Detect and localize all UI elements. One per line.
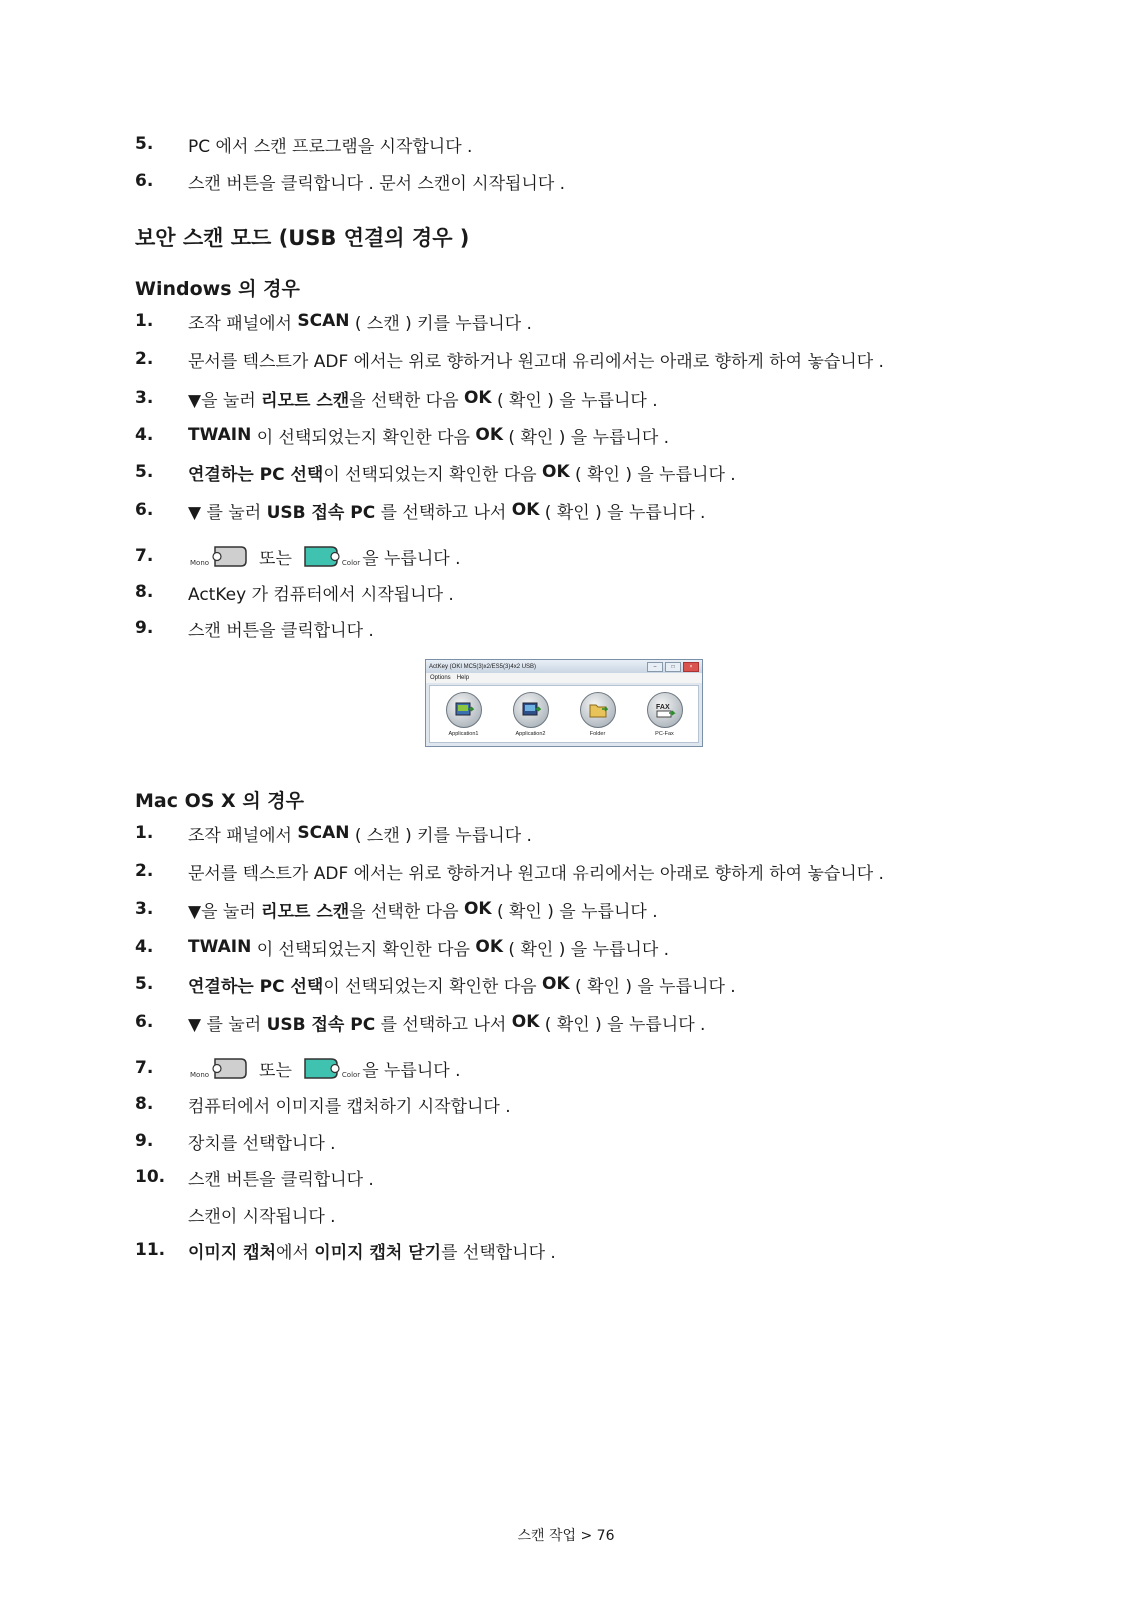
bold-run: OK xyxy=(542,974,570,994)
step-row xyxy=(135,344,884,374)
step-text: 스캔 버튼을 클릭합니다 . xyxy=(188,1169,374,1190)
step-number: 3. xyxy=(135,388,154,408)
step-row xyxy=(135,129,472,159)
bold-run: USB 접속 PC xyxy=(266,502,376,523)
step-row xyxy=(135,420,669,450)
step-number: 2. xyxy=(135,861,154,881)
folder-icon xyxy=(580,692,616,728)
folder-button[interactable] xyxy=(568,692,628,737)
step-row xyxy=(135,818,532,848)
color-label: Color xyxy=(341,559,361,567)
step-number: 4. xyxy=(135,937,154,957)
bold-run: OK xyxy=(511,1012,540,1032)
step-text xyxy=(188,1238,556,1263)
mono-key-shape xyxy=(211,544,249,568)
step-number: 4. xyxy=(135,425,154,445)
application1-button[interactable] xyxy=(434,692,494,737)
step-row xyxy=(135,1053,461,1083)
text-run: 를 선택하고 나서 xyxy=(375,1014,512,1035)
step-text xyxy=(188,972,736,997)
text-run: 에서 xyxy=(276,1242,315,1263)
bold-run: OK xyxy=(511,500,540,520)
app-label: Application1 xyxy=(448,730,479,737)
text-run: ▼ 를 눌러 xyxy=(188,502,267,523)
bold-run: OK xyxy=(475,937,504,957)
menu-options[interactable]: Options xyxy=(430,675,451,681)
or-text: 또는 xyxy=(259,1060,292,1081)
step-row xyxy=(135,541,461,571)
step-number: 7. xyxy=(135,546,154,566)
bold-run: USB 접속 PC xyxy=(266,1014,376,1035)
fax-icon xyxy=(647,692,683,728)
close-icon[interactable]: × xyxy=(683,662,699,672)
bold-run: 리모트 스캔 xyxy=(261,901,350,922)
page-footer: 스캔 작업 > 76 xyxy=(517,1528,615,1544)
color-label: Color xyxy=(341,1071,361,1079)
actkey-buttons xyxy=(429,685,699,743)
step-text: ActKey 가 컴퓨터에서 시작됩니다 . xyxy=(188,584,454,605)
pc-fax-button[interactable] xyxy=(635,692,695,737)
mono-key-shape xyxy=(211,1056,249,1080)
text-run: ( 확인 ) 을 누릅니다 . xyxy=(569,464,736,485)
text-run: 조작 패널에서 xyxy=(188,825,298,846)
text-run: ( 확인 ) 을 누릅니다 . xyxy=(491,901,658,922)
step-text: 스캔 버튼을 클릭합니다 . xyxy=(188,620,374,641)
step-text xyxy=(188,935,669,960)
step-text xyxy=(188,498,705,523)
color-key-shape xyxy=(302,1056,340,1080)
bold-run: OK xyxy=(463,899,492,919)
text-run: ( 확인 ) 을 누릅니다 . xyxy=(503,427,670,448)
step-row xyxy=(135,457,736,487)
bold-run: 이미지 캡처 xyxy=(188,1242,277,1263)
step-number: 3. xyxy=(135,899,154,919)
text-run: ( 확인 ) 을 누릅니다 . xyxy=(539,502,706,523)
step-row xyxy=(135,1007,705,1037)
application-icon xyxy=(446,692,482,728)
step-row xyxy=(135,306,532,336)
step-number: 5. xyxy=(135,134,154,154)
step-number: 9. xyxy=(135,618,154,638)
mono-label: Mono xyxy=(190,559,210,567)
or-text: 또는 xyxy=(259,548,292,569)
mono-label: Mono xyxy=(190,1071,210,1079)
actkey-titlebar xyxy=(426,660,702,673)
step-text: 스캔 버튼을 클릭합니다 . 문서 스캔이 시작됩니다 . xyxy=(188,173,566,194)
step-text xyxy=(188,423,669,448)
step-row xyxy=(135,894,658,924)
bold-run: SCAN xyxy=(297,311,350,331)
step-number: 1. xyxy=(135,823,154,843)
step-text: PC 에서 스캔 프로그램을 시작합니다 . xyxy=(188,136,473,157)
color-button-icon xyxy=(302,1056,360,1080)
step-text xyxy=(188,309,532,334)
app-label: PC-Fax xyxy=(655,730,674,737)
step-number: 1. xyxy=(135,311,154,331)
step-number: 5. xyxy=(135,462,154,482)
step-text: 컴퓨터에서 이미지를 캡처하기 시작합니다 . xyxy=(188,1096,511,1117)
step-text xyxy=(188,386,658,411)
bold-run: TWAIN xyxy=(188,937,252,957)
bold-run: 리모트 스캔 xyxy=(261,390,350,411)
mono-button-icon xyxy=(190,544,249,568)
text-run: ( 스캔 ) 키를 누릅니다 . xyxy=(349,825,532,846)
text-run: 을 선택한 다음 xyxy=(349,901,464,922)
step-row xyxy=(135,383,658,413)
bold-run: 연결하는 PC 선택 xyxy=(188,464,324,485)
actkey-window xyxy=(425,659,703,747)
application-icon xyxy=(513,692,549,728)
step-number: 5. xyxy=(135,974,154,994)
text-run: 이 선택되었는지 확인한 다음 xyxy=(251,427,476,448)
step-number: 8. xyxy=(135,582,154,602)
step-row xyxy=(135,1089,511,1119)
section-title: 보안 스캔 모드 (USB 연결의 경우 ) xyxy=(135,226,470,250)
text-run: 를 선택하고 나서 xyxy=(375,502,512,523)
step-row xyxy=(135,1199,336,1229)
step-number: 2. xyxy=(135,349,154,369)
step-text: 스캔이 시작됩니다 . xyxy=(188,1206,336,1227)
step-row xyxy=(135,495,705,525)
windows-heading: Windows 의 경우 xyxy=(135,278,300,300)
maximize-icon[interactable]: □ xyxy=(665,662,681,672)
step-row xyxy=(135,1126,336,1156)
bold-run: SCAN xyxy=(297,823,350,843)
text-run: 을 누릅니다 . xyxy=(362,548,461,569)
step-number: 7. xyxy=(135,1058,154,1078)
step-number: 6. xyxy=(135,171,154,191)
text-run: ( 확인 ) 을 누릅니다 . xyxy=(503,939,670,960)
step-text xyxy=(188,544,461,569)
text-run: ▼ 를 눌러 xyxy=(188,1014,267,1035)
step-text xyxy=(188,821,532,846)
step-row xyxy=(135,166,565,196)
step-text xyxy=(188,460,736,485)
text-run: 조작 패널에서 xyxy=(188,313,298,334)
step-number: 9. xyxy=(135,1131,154,1151)
text-run: 을 선택한 다음 xyxy=(349,390,464,411)
step-text: 장치를 선택합니다 . xyxy=(188,1133,336,1154)
bold-run: OK xyxy=(463,388,492,408)
text-run: ▼을 눌러 xyxy=(188,901,262,922)
step-text xyxy=(188,897,658,922)
text-run: ▼을 눌러 xyxy=(188,390,262,411)
bold-run: 연결하는 PC 선택 xyxy=(188,976,324,997)
color-key-shape xyxy=(302,544,340,568)
app-label: Application2 xyxy=(515,730,546,737)
step-number: 6. xyxy=(135,500,154,520)
text-run: ( 확인 ) 을 누릅니다 . xyxy=(539,1014,706,1035)
step-text xyxy=(188,1056,461,1081)
step-number: 10. xyxy=(135,1167,166,1187)
text-run: 이 선택되었는지 확인한 다음 xyxy=(323,464,542,485)
bold-run: OK xyxy=(542,462,570,482)
mac-heading: Mac OS X 의 경우 xyxy=(135,790,304,812)
fax-badge: FAX xyxy=(655,703,670,711)
text-run: 를 선택합니다 . xyxy=(441,1242,556,1263)
step-row xyxy=(135,969,736,999)
text-run: 이 선택되었는지 확인한 다음 xyxy=(323,976,542,997)
text-run: ( 스캔 ) 키를 누릅니다 . xyxy=(349,313,532,334)
text-run: 이 선택되었는지 확인한 다음 xyxy=(251,939,476,960)
application2-button[interactable] xyxy=(501,692,561,737)
text-run: 을 누릅니다 . xyxy=(362,1060,461,1081)
step-text xyxy=(188,1010,705,1035)
minimize-icon[interactable]: – xyxy=(647,662,663,672)
actkey-title: ActKey (OKI MC5(3)x2/ES5(3)4x2 USB) xyxy=(429,663,537,670)
step-row xyxy=(135,1162,374,1192)
bold-run: TWAIN xyxy=(188,425,252,445)
step-number: 8. xyxy=(135,1094,154,1114)
step-row xyxy=(135,577,454,607)
step-row xyxy=(135,613,374,643)
text-run: ( 확인 ) 을 누릅니다 . xyxy=(569,976,736,997)
menu-help[interactable]: Help xyxy=(456,675,470,681)
step-row xyxy=(135,856,884,886)
step-text: 문서를 텍스트가 ADF 에서는 위로 향하거나 원고대 유리에서는 아래로 향하게 하여 놓습니다 . xyxy=(188,863,884,884)
step-row xyxy=(135,1235,556,1265)
text-run: ( 확인 ) 을 누릅니다 . xyxy=(491,390,658,411)
step-text: 문서를 텍스트가 ADF 에서는 위로 향하거나 원고대 유리에서는 아래로 향하게 하여 놓습니다 . xyxy=(188,351,884,372)
bold-run: OK xyxy=(475,425,504,445)
step-row xyxy=(135,932,669,962)
bold-run: 이미지 캡처 닫기 xyxy=(314,1242,442,1263)
step-number: 11. xyxy=(135,1240,166,1260)
actkey-menubar xyxy=(426,673,702,683)
step-number: 6. xyxy=(135,1012,154,1032)
color-button-icon xyxy=(302,544,360,568)
app-label: Folder xyxy=(589,730,606,737)
mono-button-icon xyxy=(190,1056,249,1080)
